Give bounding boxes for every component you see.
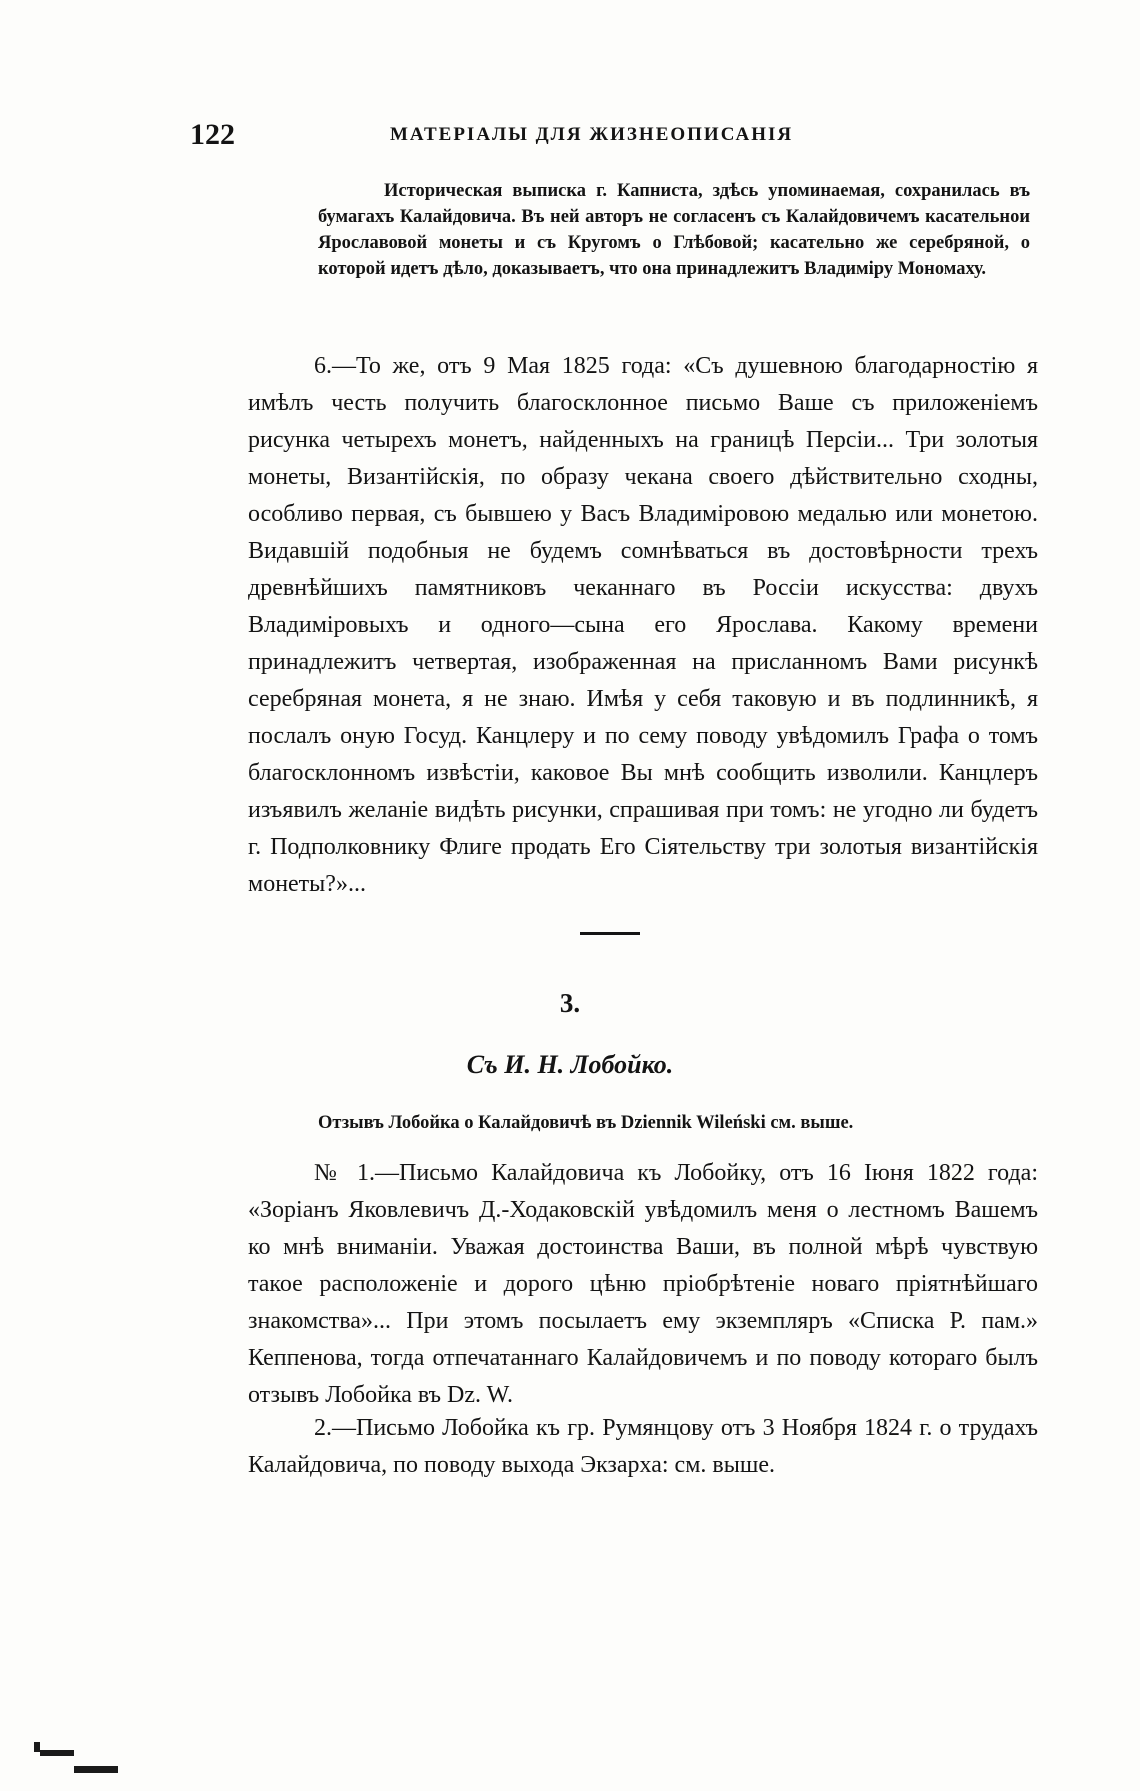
section-number: 3. — [559, 988, 581, 1018]
section-reference: Отзывъ Лобойка о Калайдовичѣ въ Dziennik Wileński см. выше. — [318, 1113, 854, 1133]
scan-artifact-mark — [74, 1766, 118, 1773]
running-title: МАТЕРІАЛЫ ДЛЯ ЖИЗНЕОПИСАНІЯ — [390, 124, 794, 145]
letter-1-text: № 1.—Письмо Калайдовича къ Лобойку, отъ 16 Іюня 1822 года: «Зоріанъ Яковлевичъ Д.-Ходаковскій увѣдомилъ меня о лестномъ Вашемъ ко мнѣ вниманіи. Уважая достоинства Ваши, въ полной мѣрѣ чувствую такое расположеніе и дорого цѣню пріобрѣтеніе новаго пріятнѣйшаго знакомства»... При этомъ посылаетъ ему экземпляръ «Списка Р. пам.» Кеппенова, тогда отпечатаннаго Калайдовичемъ и по поводу котораго былъ отзывъ Лобойка въ Dz. W. — [248, 1160, 1038, 1408]
scan-artifact-mark — [40, 1750, 74, 1756]
letter-6-text: 6.—То же, отъ 9 Мая 1825 года: «Съ душевною благодарностію я имѣлъ честь получить благосклонное письмо Ваше съ приложеніемъ рисунка четырехъ монетъ, найденныхъ на границѣ Персіи... Три золотыя монеты, Византійскія, по образу чекана своего дѣйствительно сходны, особливо первая, съ бывшею у Васъ Владиміровою медалью или монетою. Видавшій подобныя не будемъ сомнѣваться въ достовѣрности трехъ древнѣйшихъ памятниковъ чеканнаго въ Россіи искусства: двухъ Владиміровыхъ и одного—сына его Ярослава. Какому времени принадлежитъ четвертая, изображенная на присланномъ Вами рисункѣ серебряная монета, я не знаю. Имѣя у себя таковую и въ подлинникѣ, я послалъ оную Госуд. Канцлеру и по сему поводу увѣдомилъ Графа о томъ благосклонномъ извѣстіи, каковое Вы мнѣ сообщить изволили. Канцлеръ изъявилъ желаніе видѣть рисунки, спрашивая при томъ: не угодно ли будетъ г. Подполковнику Флиге продать Его Сіятельству три золотыя византійскія монеты?»... — [248, 353, 1038, 897]
letter-6-paragraph — [248, 348, 1038, 903]
letter-1-paragraph — [248, 1155, 1038, 1414]
footnote-text: Историческая выписка г. Капниста, здѣсь упоминаемая, сохранилась въ бумагахъ Калайдовича. Въ ней авторъ не согласенъ съ Калайдовичемъ касательнои Ярославовой монеты и съ Кругомъ о Глѣбовой; касательно же серебряной, о которой идетъ дѣло, доказываетъ, что она принадлежитъ Владиміру Мономаху. — [318, 181, 1030, 279]
page-header — [190, 118, 950, 158]
letter-2-text: 2.—Письмо Лобойка къ гр. Румянцову отъ 3 Ноября 1824 г. о трудахъ Калайдовича, по поводу выхода Экзарха: см. выше. — [248, 1415, 1038, 1478]
section-divider — [580, 932, 640, 935]
footnote-block — [318, 178, 1030, 282]
letter-2-paragraph — [248, 1410, 1038, 1484]
section-title: Съ И. Н. Лобойко. — [466, 1050, 674, 1079]
page-number: 122 — [190, 118, 235, 151]
